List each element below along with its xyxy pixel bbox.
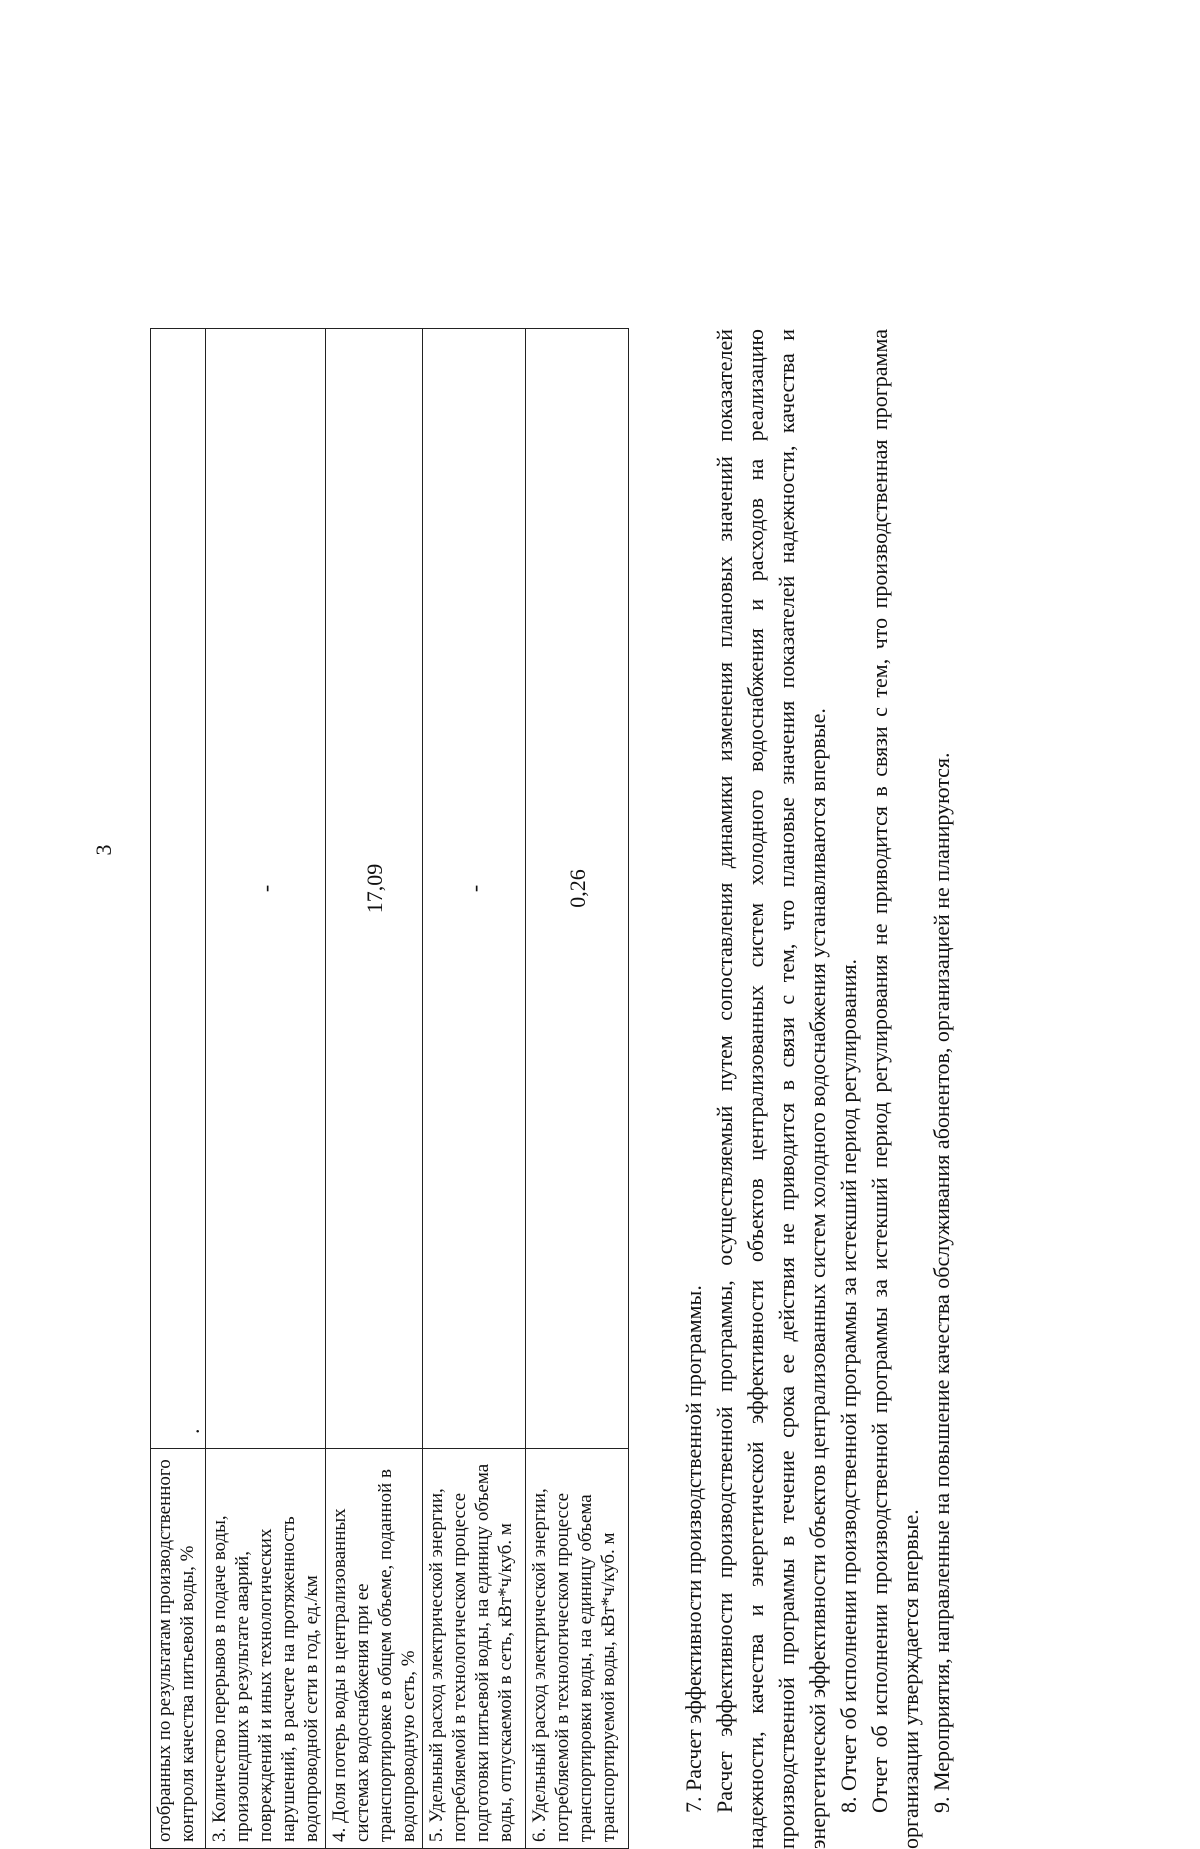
page-number: 3 <box>91 844 116 856</box>
indicator-label: отобранных по результатам производственного контроля качества питьевой воды, % <box>151 1449 206 1849</box>
section-7-text: Расчет эффективности производственной программы, осуществляемый путем сопоставления динамики изменения плановых значений показателей надежности, качества и энергетической эффективности объектов централизованных систем холодного водоснабжения и расходов на реализацию производственной программы в течение срока ее действия не приводится в связи с тем, что плановые значения показателей надежности, качества и энергетической эффективности объектов централизованных систем холодного водоснабжения устанавливаются впервые. <box>712 329 830 1849</box>
section-9-text: 9. Мероприятия, направленные на повышение качества обслуживания абонентов, организацией не планируются. <box>929 752 954 1813</box>
indicators-table <box>150 328 629 1849</box>
indicator-value: 0,26 <box>526 329 629 1449</box>
indicator-value: - <box>423 329 526 1449</box>
body-text <box>678 329 957 1849</box>
table-row <box>423 329 526 1849</box>
rotated-content <box>150 329 990 1849</box>
section-8-text: Отчет об исполнении производственной программы за истекший период регулирования не приводится в связи с тем, что производственная программа организации утверждается впервые. <box>867 329 923 1849</box>
table-row <box>526 329 629 1849</box>
section-7-heading: 7. Расчет эффективности производственной программы. <box>681 1285 706 1813</box>
indicator-value: 17,09 <box>326 329 423 1449</box>
indicator-label: 5. Удельный расход электрической энергии, потребляемой в технологическом процессе подготовки питьевой воды, на единицу объема воды, отпускаемой в сеть, кВт*ч/куб. м <box>423 1449 526 1849</box>
indicator-label: 6. Удельный расход электрической энергии, потребляемой в технологическом процессе транспортировки воды, на единицу объема транспортируемой воды, кВт*ч/куб. м <box>526 1449 629 1849</box>
table-row <box>326 329 423 1849</box>
section-8-heading: 8. Отчет об исполнении производственной программы за истекший период регулирования. <box>836 959 861 1813</box>
indicator-value: - <box>206 329 326 1449</box>
indicator-label: 4. Доля потерь воды в централизованных системах водоснабжения при ее транспортировке в общем объеме, поданной в водопроводную сеть, % <box>326 1449 423 1849</box>
table-row <box>206 329 326 1849</box>
indicator-label: 3. Количество перерывов в подаче воды, произошедших в результате аварий, повреждений и иных технологических нарушений, в расчете на протяженность водопроводной сети в год, ед./км <box>206 1449 326 1849</box>
indicator-value: . <box>151 329 206 1449</box>
table-row <box>151 329 206 1849</box>
